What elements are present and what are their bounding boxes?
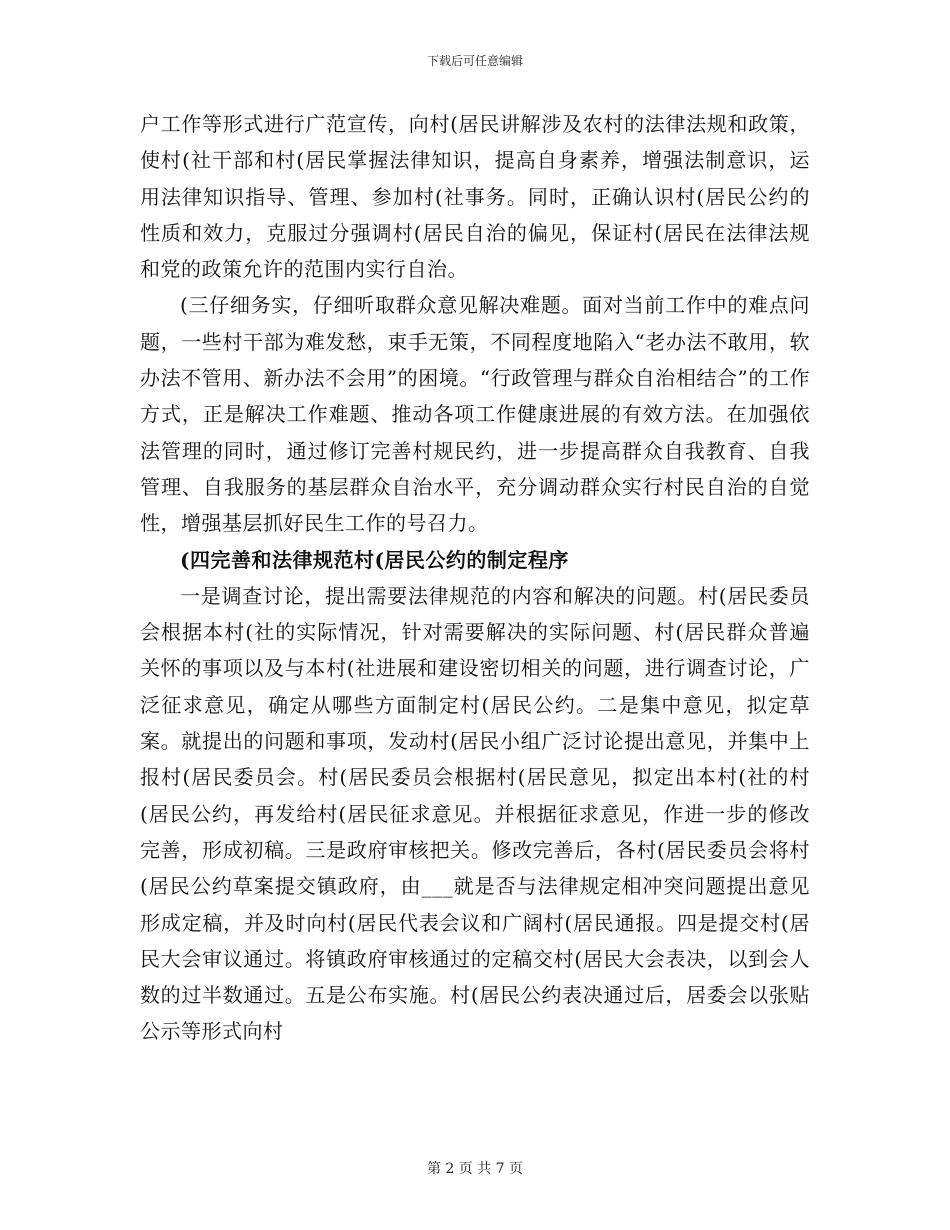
document-body [140, 106, 810, 1050]
section-heading-4: (四完善和法律规范村(居民公约的制定程序 [180, 547, 569, 572]
page-number: 第 2 页 共 7 页 [426, 1161, 524, 1177]
paragraph-procedure: 一是调查讨论，提出需要法律规范的内容和解决的问题。村(居民委员会根据本村(社的实际情况，针对需要解决的实际问题、村(居民群众普遍关怀的事项以及与本村(社进展和建设密切相关的问题，进行调查讨论，广泛征求意见，确定从哪些方面制定村(居民公约。二是集中意见，拟定草案。就提出的问题和事项，发动村(居民小组广泛讨论提出意见，并集中上报村(居民委员会。村(居民委员会根据村(居民意见，拟定出本村(社的村(居民公约，再发给村(居民征求意见。并根据征求意见，作进一步的修改完善，形成初稿。三是政府审核把关。修改完善后，各村(居民委员会将村(居民公约草案提交镇政府，由___就是否与法律规定相冲突问题提出意见形成定稿，并及时向村(居民代表会议和广阔村(居民通报。四是提交村(居民大会审议通过。将镇政府审核通过的定稿交村(居民大会表决，以到会人数的过半数通过。五是公布实施。村(居民公约表决通过后，居委会以张贴公示等形式向村 [140, 583, 810, 1044]
paragraph-section-3: (三仔细务实，仔细听取群众意见解决难题。面对当前工作中的难点问题，一些村干部为难发愁，束手无策，不同程度地陷入“老办法不敢用，软办法不管用、新办法不会用”的困境。“行政管理与群众自治相结合”的工作方式，正是解决工作难题、推动各项工作健康进展的有效方法。在加强依法管理的同时，通过修订完善村规民约，进一步提高群众自我教育、自我管理、自我服务的基层群众自治水平，充分调动群众实行村民自治的自觉性，增强基层抓好民生工作的号召力。 [140, 293, 810, 536]
page-header: 下载后可任意编辑 [426, 54, 523, 68]
paragraph-continuation: 户工作等形式进行广范宣传，向村(居民讲解涉及农村的法律法规和政策，使村(社干部和村(居民掌握法律知识，提高自身素养，增强法制意识，运用法律知识指导、管理、参加村(社事务。同时，正确认识村(居民公约的性质和效力，克服过分强调村(居民自治的偏见，保证村(居民在法律法规和党的政策允许的范围内实行自治。 [140, 112, 810, 282]
